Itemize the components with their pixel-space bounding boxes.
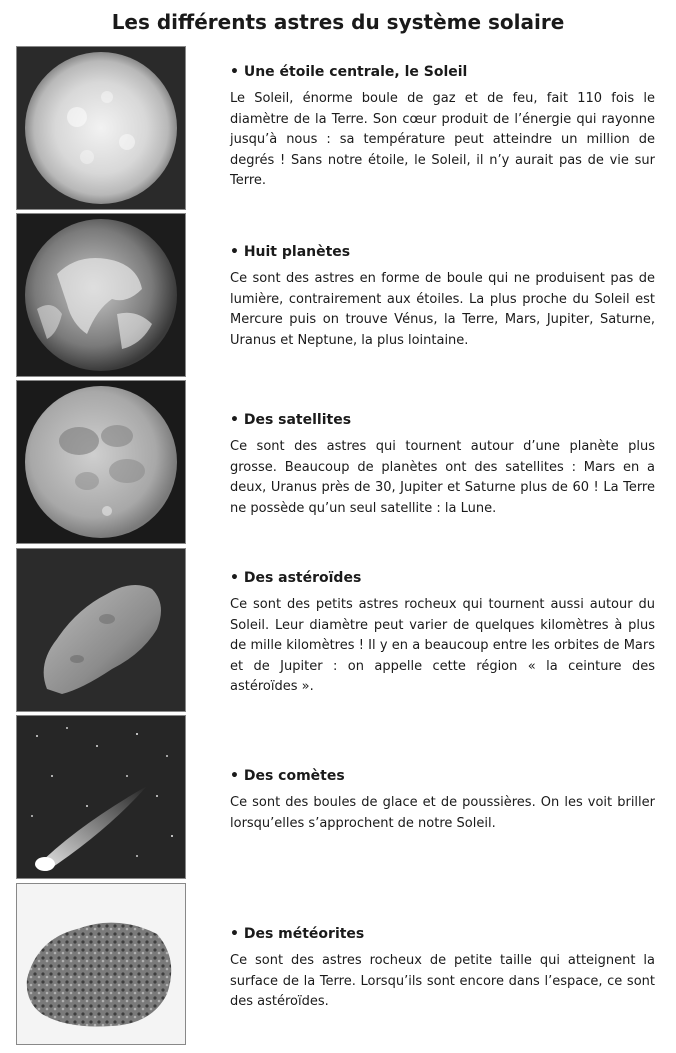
section-body: Ce sont des boules de glace et de poussières. On les voit briller lorsqu’elles s’approchent de notre Soleil. (230, 795, 655, 831)
section-heading: • Des satellites (230, 412, 352, 428)
asteroid-image (16, 548, 186, 712)
section-heading: • Des météorites (230, 926, 365, 942)
section-body: Ce sont des astres qui tournent autour d’une planète plus grosse. Beaucoup de planètes ont des satellites : Mars en a deux, Uranus près de 30, Jupiter et Saturne plus de 60 ! La Terre ne possède qu’un seul satellite : la Lune. (230, 439, 655, 516)
meteorite-image (16, 883, 186, 1045)
section-body: Ce sont des petits astres rocheux qui tournent aussi autour du Soleil. Leur diamètre peut varier de quelques kilomètres à plus de mille kilomètres ! Il y en a beaucoup entre les orbites de Mars et de Jupiter : on appelle cette région « la ceinture des astéroïdes ». (230, 597, 655, 694)
earth-image (16, 213, 186, 377)
sun-image (16, 46, 186, 210)
section-heading: • Huit planètes (230, 244, 351, 260)
page-title: Les différents astres du système solaire (111, 10, 565, 34)
section-body: Ce sont des astres rocheux de petite taille qui atteignent la surface de la Terre. Lorsqu’ils sont encore dans l’espace, ce sont des astéroïdes. (230, 953, 655, 1009)
section-body: Le Soleil, énorme boule de gaz et de feu, fait 110 fois le diamètre de la Terre. Son cœur produit de l’énergie qui rayonne jusqu’à nous : sa température peut atteindre un million de degrés ! Sans notre étoile, le Soleil, il n’y aurait pas de vie sur Terre. (230, 91, 655, 188)
section-heading: • Une étoile centrale, le Soleil (230, 64, 468, 80)
section-body: Ce sont des astres en forme de boule qui ne produisent pas de lumière, contrairement aux étoiles. La plus proche du Soleil est Mercure puis on trouve Vénus, la Terre, Mars, Jupiter, Saturne, Uranus et Neptune, la plus lointaine. (230, 271, 655, 348)
moon-image (16, 380, 186, 544)
comet-image (16, 715, 186, 879)
section-heading: • Des comètes (230, 768, 345, 784)
section-heading: • Des astéroïdes (230, 570, 362, 586)
